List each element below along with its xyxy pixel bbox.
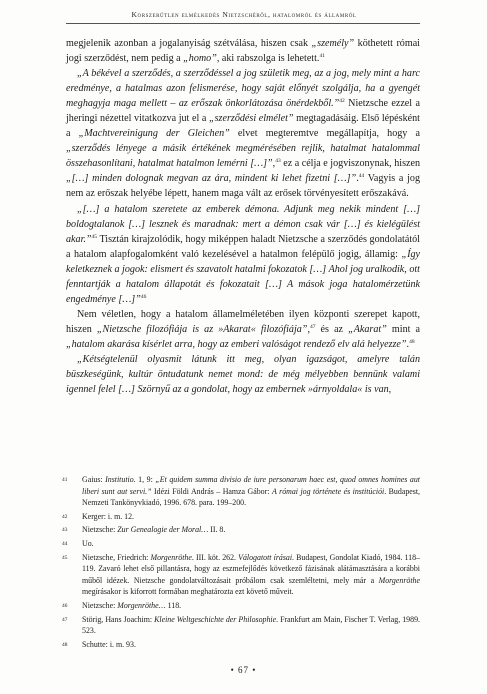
text-run: ez a célja e jogviszonynak, hiszen [280, 158, 421, 170]
text-run: Störig, Hans Joachim: [82, 614, 155, 624]
footnote [62, 474, 421, 509]
running-head: Korszerűtlen elmélkedés Nietzschéről, hatalomról és államról [131, 10, 357, 19]
text-run: megjelenik azonban a jogalanyiság szétválása, hiszen csak [66, 38, 312, 49]
footnote-number: 44 [62, 540, 68, 547]
footnote-text [82, 553, 420, 597]
text-run: köthetett római jogi szerződést, nem pedig a [66, 38, 420, 65]
italic-text: „[…] a hatalom szeretete az emberek démona. Adjunk meg nekik mindent […] boldogtalanok […] lesznek és maradnak: mert a démon csak vár […] és kielégülést akar.” [66, 203, 420, 245]
italic-text: Morgenröthe [150, 552, 192, 562]
italic-text: „Nietzsche filozófiája is az »Akarat« filozófiája” [96, 323, 308, 335]
text-run: megtagadásáig. Első lépésként a [66, 113, 420, 140]
footnote [62, 524, 420, 536]
italic-text: Zur Genealogie der Moral… [117, 525, 209, 535]
footnote-reference: 41 [319, 53, 325, 60]
body-text [66, 36, 420, 397]
text-run: Nietzsche: [82, 525, 118, 535]
footnote-text [82, 539, 94, 548]
footnote-reference: 44 [358, 173, 365, 180]
text-run: . Budapest, Nemzeti Tankönyvkiadó, 1996. 678. para. 199–200. [82, 486, 421, 508]
text-run: Nietzsche, Friedrich: [82, 552, 151, 562]
paragraph [66, 307, 420, 352]
italic-text: A római jog története és institúciói [271, 486, 385, 496]
footnotes [62, 474, 421, 652]
italic-text: „hatalom akarása kísérlet arra, hogy az emberi valóságot rendező elv alá helyezze” [66, 338, 407, 350]
footnote-reference: 42 [339, 98, 345, 105]
italic-text: „szerződés lényege a másik értékének megmérésében rejlik, hatalmat hatalommal összehasonlítani, hatalmat hatalmon lemérni […]” [66, 143, 420, 170]
footnote-number: 43 [62, 527, 68, 534]
footnote [62, 552, 420, 598]
text-run: II. 8. [208, 525, 226, 535]
text-run: . [356, 173, 359, 185]
footnote-reference: 43 [275, 158, 281, 165]
footnote-number: 47 [62, 616, 68, 623]
text-run: Vagyis a jog nem az erőszak helyébe lépett, hanem maga vált az erősek törvényesített erőszakává. [66, 173, 420, 200]
italic-text: „A békével a szerződés, a szerződéssel a jog születik meg, az a jog, mely mint a harc eredménye, a hatalmas azon felismerése, hogy saját előnyét szolgálja, ha a gyengét meghagyja maga mellett – az erőszak önkorlátozása önérdekből.” [66, 68, 420, 110]
text-run: Uo. [82, 538, 94, 548]
text-run: Tisztán kirajzolódik, hogy miképpen haladt Nietzsche a szerződés gondolatától a hatalom alapfogalomként való kezelésével a hatalmon felépülő jogig, államig: [66, 233, 420, 260]
header-rule [66, 23, 420, 24]
footnote-reference: 47 [309, 323, 316, 330]
footnote-reference: 46 [140, 293, 147, 300]
italic-text: „Machtvereinigung der Gleichen” [78, 128, 230, 140]
footnote-number: 48 [62, 641, 68, 648]
text-run: . Budapest, Gondolat Kiadó, 1984. 118–119. Zavaró lehet első pillantásra, hogy az eszmefejlődés következő fázisának alátámasztására a korábbi műből idézek. Nietzsche gondolatváltozásait próbálom csak szemléltetni, mely már a [82, 552, 420, 585]
paragraph [66, 66, 420, 201]
text-run: . Frankfurt am Main, Fischer T. Verlag, 1989. 523. [82, 614, 420, 636]
footnote-reference: 48 [409, 338, 415, 345]
footnote [62, 538, 420, 550]
footnote-reference: 45 [91, 233, 98, 240]
paragraph [66, 352, 420, 397]
footnote-text [82, 601, 181, 610]
footnote-text [82, 640, 136, 649]
footnote-text [82, 512, 134, 521]
text-run: mint a [386, 323, 421, 335]
text-run: Schutte: i. m. 93. [82, 639, 136, 649]
text-run: . 1, 9: [133, 475, 156, 484]
text-run: és az [315, 323, 349, 335]
footnote [62, 614, 420, 637]
italic-text: „Így keletkeznek a jogok: elismert és szavatolt hatalmi fokozatok […] Ahol jog uralkodik, ott fenntartják a hatalom állapotát és fokozatait […] A mások joga hatalomérzetünk engedménye […]” [66, 248, 420, 305]
text-run: Kerger: i. m. 12. [82, 511, 135, 521]
italic-text: „Et quidem summa divisio de iure personarum haec est, quod omnes homines aut liberi sunt aut servi.” [82, 475, 420, 496]
italic-text: „Akarat” [348, 323, 387, 335]
text-run: , [307, 323, 310, 335]
italic-text: Institutio [105, 475, 134, 484]
italic-text: Morgenröthe [378, 575, 420, 585]
paragraph [66, 36, 420, 66]
footnote-text [82, 615, 420, 636]
italic-text: „Kétségtelenül olyasmit látunk itt meg, olyan igazságot, amelyre talán büszkeségünk, kultúr öntudatunk nemet mond: de még mélyebben bennünk valami igennel felel […] Szörnyű az a gondolat, hogy az embernek »árnyoldala« is van, [66, 353, 420, 396]
footnote [62, 600, 420, 612]
italic-text: Kleine Weltgeschichte der Philosophie [154, 614, 277, 624]
italic-text: Válogatott írásai [238, 552, 293, 562]
footnote-number: 45 [62, 554, 68, 561]
text-run: Idézi Földi András – Hamza Gábor: [151, 486, 272, 496]
text-run: elvet megteremtve megállapítja, hogy a [229, 128, 420, 140]
text-run: Nietzsche ezzel a jheringi nézettel vitatkozva jut el a [66, 98, 420, 125]
text-run: , aki rabszolga is lehetett. [216, 53, 320, 65]
text-run: Nem véletlen, hogy a hatalom államelméletében ilyen központi szerepet kapott, hiszen [66, 308, 420, 335]
footnote-number: 46 [62, 602, 68, 609]
text-run: Gaius: [82, 475, 106, 484]
italic-text: „személy” [311, 38, 355, 49]
page-number: • 67 • [230, 665, 257, 675]
paragraph [66, 202, 420, 307]
italic-text: „szerződési elmélet” [209, 113, 294, 125]
footnote-number: 41 [62, 477, 68, 483]
italic-text: Morgenröthe… [117, 600, 166, 610]
footnote-number: 42 [62, 513, 68, 520]
footnote [62, 511, 420, 523]
footnote [62, 639, 420, 651]
text-run: . III. köt. 262. [191, 552, 239, 562]
text-run: 118. [165, 600, 182, 610]
italic-text: „homo” [183, 53, 217, 65]
footnote-text [82, 525, 225, 534]
text-run: megírásakor is kiforrott formában meghatározta ezt követő műveit. [82, 587, 294, 597]
text-run: Nietzsche: [82, 600, 118, 610]
text-run: , [272, 158, 276, 170]
text-run: . [406, 338, 410, 350]
footnote-text [82, 475, 420, 507]
italic-text: „[…] minden dolognak megvan az ára, mindent ki lehet fizetni […]” [66, 173, 357, 185]
